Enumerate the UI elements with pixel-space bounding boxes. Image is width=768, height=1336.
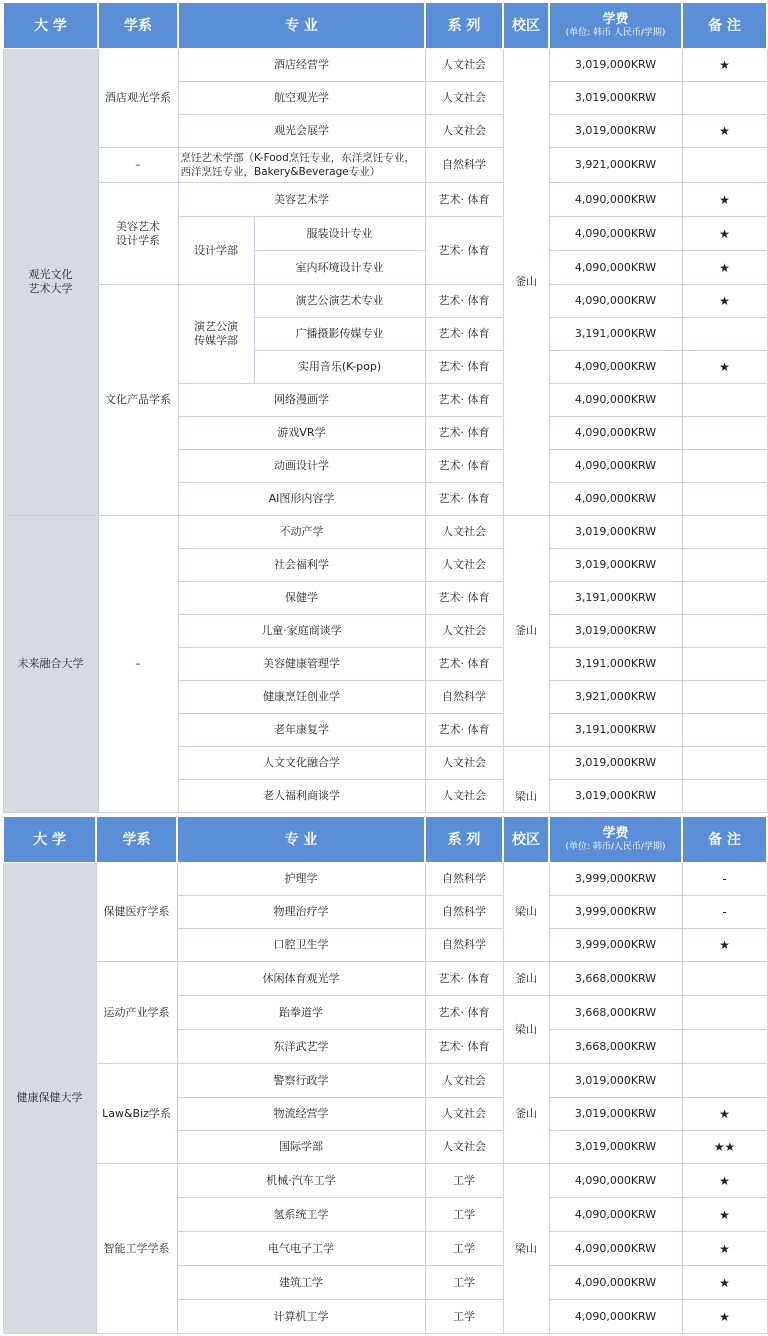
fee-cell: 3,019,000KRW (549, 615, 682, 648)
department-cell: 文化产品学系 (98, 285, 178, 516)
header-department: 学系 (98, 3, 178, 49)
fee-cell: 3,999,000KRW (549, 896, 682, 929)
header-major: 专 业 (178, 3, 425, 49)
major-cell: 儿童·家庭商谈学 (178, 615, 425, 648)
major-cell: 国际学部 (177, 1131, 425, 1164)
fee-cell: 3,019,000KRW (549, 1064, 682, 1098)
department-cell: 保健医疗学系 (96, 863, 177, 962)
subdivision-name: 演艺公演 传媒学部 (194, 320, 238, 347)
table-row (3, 962, 767, 996)
note-cell: ★ (682, 115, 767, 148)
note-cell (682, 516, 767, 549)
major-cell: 老年康复学 (178, 714, 425, 747)
category-cell: 艺术· 体育 (425, 417, 503, 450)
note-cell: ★ (682, 1300, 767, 1334)
table-header (3, 817, 767, 863)
note-cell: - (682, 896, 767, 929)
major-cell: 建筑工学 (177, 1266, 425, 1300)
campus-cell: 釜山 (503, 962, 549, 996)
header-note: 备 注 (682, 3, 767, 49)
fee-cell: 4,090,000KRW (549, 183, 682, 217)
fee-cell: 3,191,000KRW (549, 648, 682, 681)
header-tuition-title: 学费 (602, 12, 629, 27)
category-cell: 工学 (425, 1198, 503, 1232)
fee-cell: 3,019,000KRW (549, 82, 682, 115)
department-cell: – (98, 516, 178, 813)
note-cell: ★ (682, 1232, 767, 1266)
major-cell: 社会福利学 (178, 549, 425, 582)
category-cell: 人文社会 (425, 49, 503, 82)
fee-cell: 4,090,000KRW (549, 251, 682, 285)
fee-cell: 4,090,000KRW (549, 1164, 682, 1198)
note-cell: ★ (682, 351, 767, 384)
major-cell: 休闲体育观光学 (177, 962, 425, 996)
category-cell: 工学 (425, 1164, 503, 1198)
note-cell (682, 450, 767, 483)
note-cell: ★ (682, 929, 767, 962)
major-cell: 航空观光学 (178, 82, 425, 115)
category-cell: 艺术· 体育 (425, 384, 503, 417)
major-cell: 不动产学 (178, 516, 425, 549)
note-cell: ★ (682, 1098, 767, 1131)
note-cell (682, 747, 767, 780)
category-cell: 人文社会 (425, 1064, 503, 1098)
category-cell: 自然科学 (425, 863, 503, 896)
subdivision-cell (178, 285, 254, 384)
major-cell: 人文文化融合学 (178, 747, 425, 780)
fee-cell: 3,999,000KRW (549, 929, 682, 962)
note-cell: - (682, 863, 767, 896)
university-cell (3, 49, 98, 516)
major-cell: 动画设计学 (178, 450, 425, 483)
major-cell: 警察行政学 (177, 1064, 425, 1098)
major-cell: 健康烹饪创业学 (178, 681, 425, 714)
category-cell: 艺术· 体育 (425, 351, 503, 384)
fee-cell: 3,668,000KRW (549, 1030, 682, 1064)
fee-cell: 3,019,000KRW (549, 1098, 682, 1131)
campus-cell: 釜山 (503, 1064, 549, 1164)
category-cell: 人文社会 (425, 549, 503, 582)
header-tuition-unit: (单位: 韩币/人民币/学期) (565, 842, 666, 852)
note-cell (682, 714, 767, 747)
category-cell: 艺术· 体育 (425, 714, 503, 747)
major-cell: 广播摄影传媒专业 (254, 318, 425, 351)
fee-cell: 3,019,000KRW (549, 747, 682, 780)
fee-cell: 4,090,000KRW (549, 1232, 682, 1266)
category-cell: 人文社会 (425, 780, 503, 813)
fee-cell: 3,999,000KRW (549, 863, 682, 896)
note-cell: ★ (682, 1266, 767, 1300)
table-row (3, 516, 767, 549)
major-cell: 跆拳道学 (177, 996, 425, 1030)
header-category: 系 列 (425, 3, 503, 49)
note-cell (682, 780, 767, 813)
category-cell: 人文社会 (425, 1131, 503, 1164)
header-tuition-unit: (单位: 韩币 人民币/学期) (565, 28, 666, 38)
note-cell (682, 681, 767, 714)
note-cell: ★ (682, 183, 767, 217)
major-cell: AI图形内容学 (178, 483, 425, 516)
header-major: 专 业 (177, 817, 425, 863)
note-cell (682, 483, 767, 516)
note-cell: ★ (682, 1198, 767, 1232)
fee-cell: 3,019,000KRW (549, 780, 682, 813)
category-cell: 艺术· 体育 (425, 582, 503, 615)
fee-cell: 4,090,000KRW (549, 417, 682, 450)
header-campus: 校区 (503, 3, 549, 49)
fee-cell: 4,090,000KRW (549, 1198, 682, 1232)
major-cell: 室内环境设计专业 (254, 251, 425, 285)
fee-cell: 4,090,000KRW (549, 285, 682, 318)
header-tuition (549, 817, 682, 863)
header-department: 学系 (96, 817, 177, 863)
category-cell: 自然科学 (425, 681, 503, 714)
header-note: 备 注 (682, 817, 767, 863)
major-cell: 网络漫画学 (178, 384, 425, 417)
category-cell: 艺术· 体育 (425, 450, 503, 483)
note-cell (682, 648, 767, 681)
table-row (3, 183, 767, 217)
table-row (3, 285, 767, 318)
category-cell: 人文社会 (425, 82, 503, 115)
note-cell (682, 1030, 767, 1064)
department-cell: 智能工学学系 (96, 1164, 177, 1334)
fee-cell: 3,019,000KRW (549, 516, 682, 549)
note-cell: ★★ (682, 1131, 767, 1164)
major-cell: 烹饪艺术学部（K-Food烹饪专业，东洋烹饪专业，西洋烹饪专业，Bakery&Beverage专业） (178, 148, 425, 183)
fee-cell: 3,191,000KRW (549, 318, 682, 351)
major-cell: 物流经营学 (177, 1098, 425, 1131)
department-cell: Law&Biz学系 (96, 1064, 177, 1164)
campus-cell: 梁山 (503, 996, 549, 1064)
table-header (3, 3, 767, 49)
major-cell: 机械·汽车工学 (177, 1164, 425, 1198)
table-row (3, 49, 767, 82)
category-cell: 艺术· 体育 (425, 183, 503, 217)
major-cell: 游戏VR学 (178, 417, 425, 450)
note-cell: ★ (682, 49, 767, 82)
category-cell: 艺术· 体育 (425, 648, 503, 681)
university-cell: 健康保健大学 (3, 863, 96, 1334)
major-cell: 老人福利商谈学 (178, 780, 425, 813)
note-cell (682, 318, 767, 351)
category-cell: 人文社会 (425, 516, 503, 549)
note-cell: ★ (682, 217, 767, 251)
note-cell (682, 962, 767, 996)
header-tuition (549, 3, 682, 49)
category-cell: 自然科学 (425, 896, 503, 929)
header-campus: 校区 (503, 817, 549, 863)
campus-cell: 釜山 (503, 49, 549, 516)
header-university: 大 学 (3, 3, 98, 49)
campus-cell: 梁山 (503, 863, 549, 962)
major-cell: 观光会展学 (178, 115, 425, 148)
major-cell: 演艺公演艺术专业 (254, 285, 425, 318)
category-cell: 艺术· 体育 (425, 996, 503, 1030)
table-row (3, 863, 767, 896)
fee-cell: 4,090,000KRW (549, 1300, 682, 1334)
table-row (3, 148, 767, 183)
major-cell: 氢系统工学 (177, 1198, 425, 1232)
note-cell (682, 996, 767, 1030)
fee-cell: 4,090,000KRW (549, 1266, 682, 1300)
note-cell (682, 549, 767, 582)
category-cell: 工学 (425, 1266, 503, 1300)
table-row (3, 1064, 767, 1098)
note-cell: ★ (682, 1164, 767, 1198)
major-cell: 美容艺术学 (178, 183, 425, 217)
category-cell: 人文社会 (425, 1098, 503, 1131)
fee-cell: 3,019,000KRW (549, 1131, 682, 1164)
major-cell: 美容健康管理学 (178, 648, 425, 681)
note-cell (682, 615, 767, 648)
department-cell: – (98, 148, 178, 183)
fee-cell: 3,921,000KRW (549, 148, 682, 183)
category-cell: 自然科学 (425, 148, 503, 183)
header-university: 大 学 (3, 817, 96, 863)
campus-cell: 梁山 (503, 747, 549, 813)
note-cell: ★ (682, 251, 767, 285)
fee-cell: 4,090,000KRW (549, 483, 682, 516)
department-name: 美容艺术 设计学系 (116, 219, 160, 247)
category-cell: 艺术· 体育 (425, 217, 503, 285)
major-cell: 东洋武艺学 (177, 1030, 425, 1064)
fee-cell: 4,090,000KRW (549, 217, 682, 251)
major-cell: 酒店经营学 (178, 49, 425, 82)
category-cell: 人文社会 (425, 615, 503, 648)
fee-cell: 3,668,000KRW (549, 962, 682, 996)
note-cell (682, 582, 767, 615)
category-cell: 艺术· 体育 (425, 1030, 503, 1064)
fee-cell: 4,090,000KRW (549, 384, 682, 417)
note-cell (682, 1064, 767, 1098)
university-cell: 未来融合大学 (3, 516, 98, 813)
major-cell: 保健学 (178, 582, 425, 615)
major-cell: 口腔卫生学 (177, 929, 425, 962)
category-cell: 艺术· 体育 (425, 483, 503, 516)
department-cell: 运动产业学系 (96, 962, 177, 1064)
major-cell: 计算机工学 (177, 1300, 425, 1334)
category-cell: 艺术· 体育 (425, 285, 503, 318)
category-cell: 工学 (425, 1232, 503, 1266)
major-cell: 物理治疗学 (177, 896, 425, 929)
note-cell: ★ (682, 285, 767, 318)
fee-cell: 3,019,000KRW (549, 549, 682, 582)
category-cell: 自然科学 (425, 929, 503, 962)
university-name: 观光文化 艺术大学 (28, 268, 73, 295)
department-cell: 酒店观光学系 (98, 49, 178, 148)
category-cell: 人文社会 (425, 115, 503, 148)
note-cell (682, 384, 767, 417)
major-cell: 服装设计专业 (254, 217, 425, 251)
major-cell: 实用音乐(K-pop) (254, 351, 425, 384)
header-tuition-title: 学费 (602, 826, 629, 841)
category-cell: 艺术· 体育 (425, 318, 503, 351)
category-cell: 艺术· 体育 (425, 962, 503, 996)
campus-cell: 梁山 (503, 1164, 549, 1334)
category-cell: 人文社会 (425, 747, 503, 780)
category-cell: 工学 (425, 1300, 503, 1334)
fee-cell: 3,921,000KRW (549, 681, 682, 714)
campus-cell: 釜山 (503, 516, 549, 747)
fee-cell: 3,668,000KRW (549, 996, 682, 1030)
fee-cell: 3,191,000KRW (549, 582, 682, 615)
major-cell: 护理学 (177, 863, 425, 896)
fee-cell: 3,019,000KRW (549, 49, 682, 82)
tuition-table-1 (2, 2, 768, 813)
fee-cell: 4,090,000KRW (549, 351, 682, 384)
table-row (3, 1164, 767, 1198)
department-cell (98, 183, 178, 285)
tuition-table-2 (2, 816, 768, 1334)
fee-cell: 4,090,000KRW (549, 450, 682, 483)
note-cell (682, 417, 767, 450)
subdivision-cell: 设计学部 (178, 217, 254, 285)
note-cell (682, 82, 767, 115)
header-category: 系 列 (425, 817, 503, 863)
fee-cell: 3,191,000KRW (549, 714, 682, 747)
note-cell (682, 148, 767, 183)
major-cell: 电气电子工学 (177, 1232, 425, 1266)
fee-cell: 3,019,000KRW (549, 115, 682, 148)
